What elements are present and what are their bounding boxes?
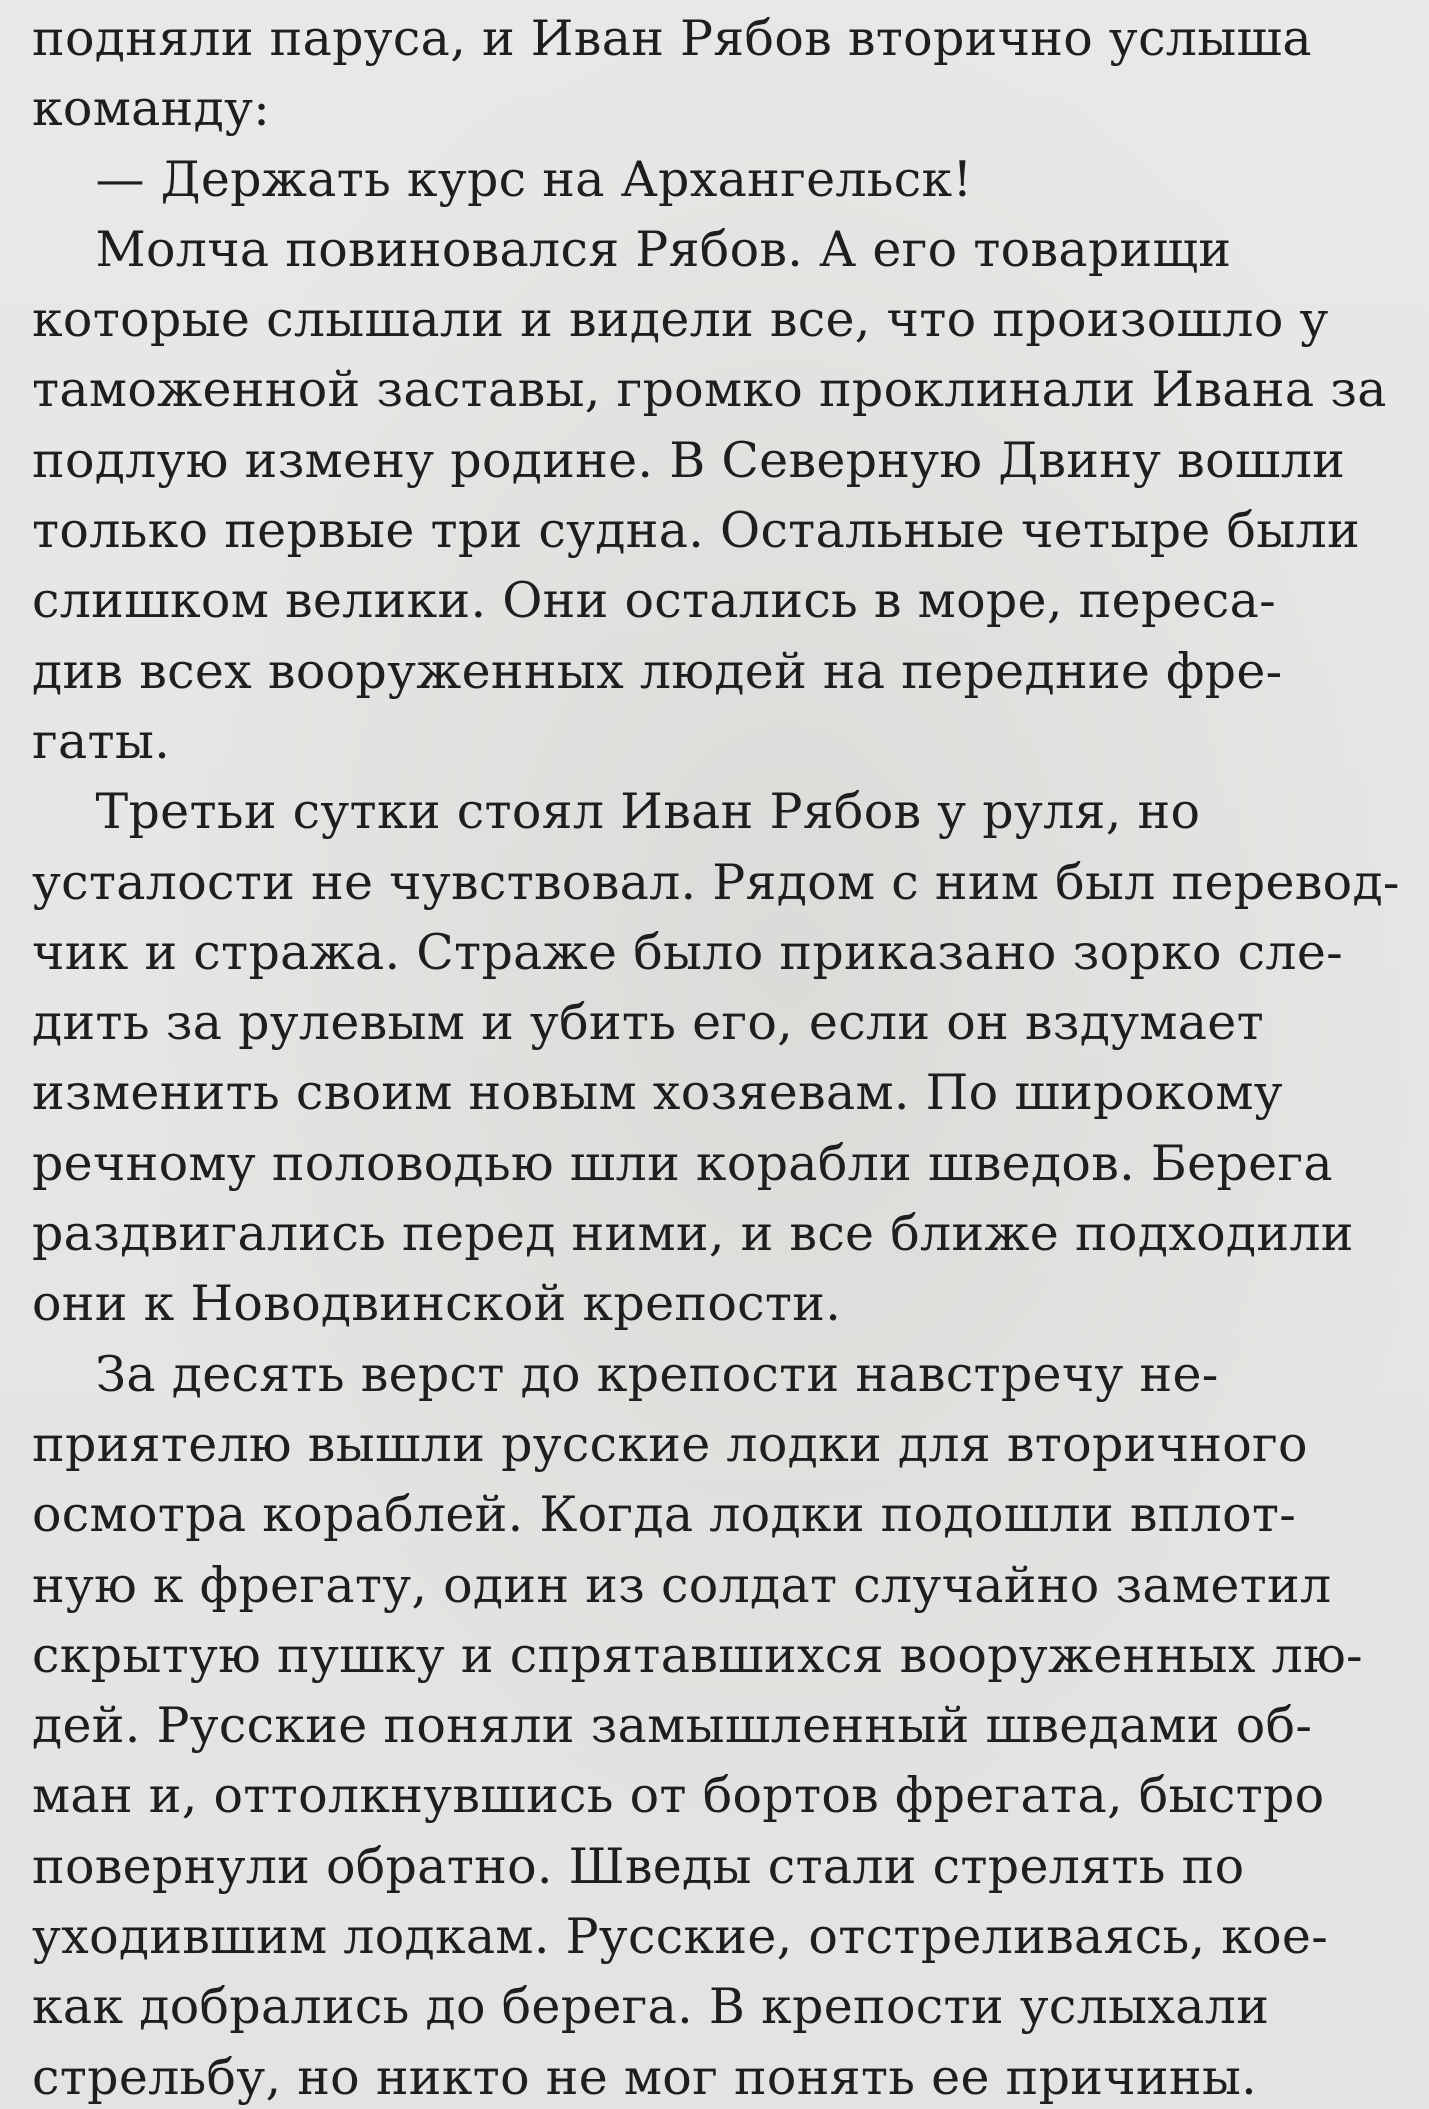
text-line: подлую измену родине. В Северную Двину вошли bbox=[32, 431, 1346, 489]
text-line: они к Новодвинской крепости. bbox=[32, 1275, 842, 1333]
text-line: повернули обратно. Шведы стали стрелять по bbox=[32, 1837, 1245, 1895]
text-line: Третьи сутки стоял Иван Рябов у руля, но bbox=[32, 783, 1201, 841]
text-line: которые слышали и видели все, что произошло у bbox=[32, 291, 1329, 349]
text-line: раздвигались перед ними, и все ближе подходили bbox=[32, 1205, 1354, 1263]
text-line: речному половодью шли корабли шведов. Берега bbox=[32, 1134, 1333, 1192]
text-line: изменить своим новым хозяевам. По широкому bbox=[32, 1064, 1283, 1122]
text-line: подняли паруса, и Иван Рябов вторично услыша bbox=[32, 10, 1312, 67]
text-line: слишком велики. Они остались в море, переса- bbox=[32, 572, 1276, 630]
text-line: ную к фрегату, один из солдат случайно заметил bbox=[32, 1556, 1332, 1614]
text-line: осмотра кораблей. Когда лодки подошли вплот- bbox=[32, 1486, 1297, 1544]
text-line: дить за рулевым и убить его, если он вздумает bbox=[32, 994, 1264, 1052]
text-line: див всех вооруженных людей на передние фре- bbox=[32, 642, 1283, 700]
text-line: таможенной заставы, громко проклинали Ивана за bbox=[32, 361, 1387, 419]
text-line: команду: bbox=[32, 80, 271, 138]
text-line: — Держать курс на Архангельск! bbox=[32, 150, 973, 208]
text-line: усталости не чувствовал. Рядом с ним был перевод- bbox=[32, 853, 1400, 911]
text-line: как добрались до берега. В крепости услыхали bbox=[32, 1978, 1270, 2036]
text-line: гаты. bbox=[32, 712, 171, 770]
text-line: уходившим лодкам. Русские, отстреливаясь, кое- bbox=[32, 1908, 1329, 1966]
text-line: дей. Русские поняли замышленный шведами об- bbox=[32, 1697, 1313, 1755]
text-line: чик и стража. Страже было приказано зорко сле- bbox=[32, 923, 1344, 981]
text-line: приятелю вышли русские лодки для вторичного bbox=[32, 1415, 1308, 1473]
text-line: ман и, оттолкнувшись от бортов фрегата, быстро bbox=[32, 1767, 1325, 1825]
page-text bbox=[32, 4, 1429, 2109]
text-line: скрытую пушку и спрятавшихся вооруженных лю- bbox=[32, 1626, 1363, 1684]
text-line: Молча повиновался Рябов. А его товарищи bbox=[32, 220, 1232, 278]
text-line: только первые три судна. Остальные четыре были bbox=[32, 502, 1360, 560]
text-line: стрельбу, но никто не мог понять ее причины. bbox=[32, 2048, 1257, 2106]
text-line: За десять верст до крепости навстречу не- bbox=[32, 1345, 1219, 1403]
